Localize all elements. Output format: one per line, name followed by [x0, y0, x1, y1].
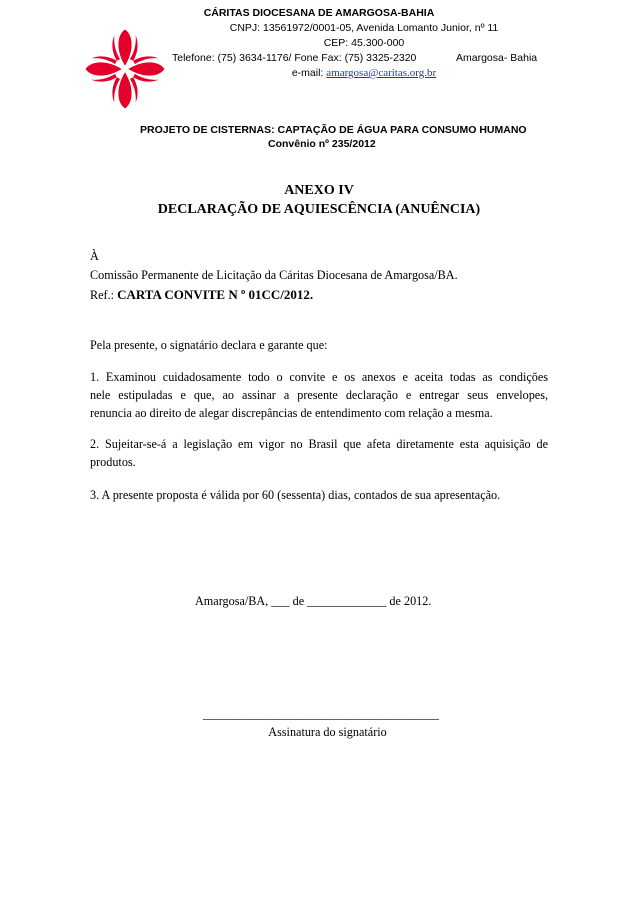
org-phone: Telefone: (75) 3634-1176/ Fone Fax: (75) 3325-2320 — [172, 52, 417, 64]
org-email-row — [45, 67, 638, 79]
org-city: Amargosa- Bahia — [456, 52, 538, 64]
item2-line2: produtos. — [90, 455, 136, 469]
reference-label: Ref.: — [90, 288, 115, 302]
email-link[interactable]: amargosa@caritas.org.br — [326, 67, 437, 79]
reference-value: CARTA CONVITE N º 01CC/2012. — [117, 287, 314, 302]
intro-text: Pela presente, o signatário declara e garante que: — [90, 338, 328, 352]
reference-row — [90, 285, 548, 305]
item1-line2: nele estipuladas e que, ao assinar a presente declaração e entregar seus envelopes, — [90, 388, 548, 402]
signature-label: Assinatura do signatário — [268, 725, 387, 739]
commission: Comissão Permanente de Licitação da Cáritas Diocesana de Amargosa/BA. — [90, 268, 458, 282]
org-cep: CEP: 45.300-000 — [323, 37, 405, 49]
project-agreement: Convênio nº 235/2012 — [268, 138, 376, 150]
annex-title: ANEXO IV — [284, 183, 354, 198]
email-label: e-mail: — [291, 67, 324, 79]
declaration-title: DECLARAÇÃO DE AQUIESCÊNCIA (ANUÊNCIA) — [157, 202, 481, 217]
item1-line1: 1. Examinou cuidadosamente todo o convite e os anexos e aceita todas as condições — [90, 370, 548, 384]
date-line: Amargosa/BA, ___ de _____________ de 2012. — [195, 594, 432, 608]
signature-line: ________________________________________ — [203, 707, 439, 721]
item2-line1: 2. Sujeitar-se-á a legislação em vigor no Brasil que afeta diretamente esta aquisição de — [90, 437, 548, 451]
project-title: PROJETO DE CISTERNAS: CAPTAÇÃO DE ÁGUA PARA CONSUMO HUMANO — [140, 124, 527, 136]
item1-line3: renuncia ao direito de alegar discrepâncias de entendimento com relação a mesma. — [90, 406, 493, 420]
org-name: CÁRITAS DIOCESANA DE AMARGOSA-BAHIA — [203, 7, 435, 19]
org-cnpj-address: CNPJ: 13561972/0001-05, Avenida Lomanto Junior, nº 11 — [229, 22, 499, 34]
item3: 3. A presente proposta é válida por 60 (sessenta) dias, contados de sua apresentação. — [90, 488, 501, 502]
addressee: À — [90, 249, 99, 263]
